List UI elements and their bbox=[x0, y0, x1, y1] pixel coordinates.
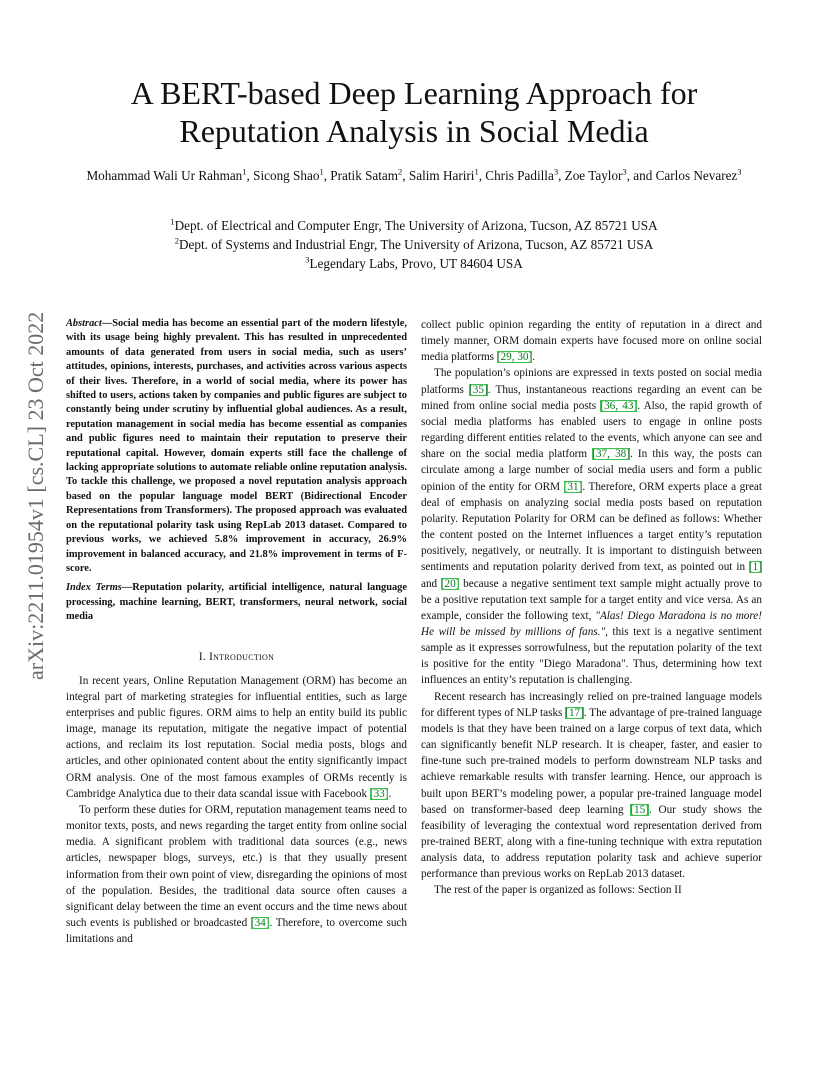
abstract-text: —Social media has become an essential part of the modern lifestyle, with its usage being highly prevalent. This has resulted in unprecedented amounts of data generated from users in social media, such as users’ attitudes, opinions, interests, purchases, and activities across various aspects of their lives. Therefore, in a world of social media, where its power has shifted to users, actions taken by companies and public figures are subject to constantly being under scrutiny by influential global audiences. As a result, reputation management in social media has become essential as companies and public figures need to maintain their reputation to preserve their reputational capital. However, domain experts still face the challenge of lacking appropriate solutions to automate reliable online reputation analysis. To tackle this challenge, we proposed a novel reputation analysis approach based on the popular language model BERT (Bidirectional Encoder Representations from Transformers). The proposed approach was evaluated on the reputational polarity task using RepLab 2013 dataset. Compared to previous works, we achieved 5.8% improvement in accuracy, 26.9% improvement in balanced accuracy, and 21.8% improvement in terms of F-score. bbox=[66, 318, 407, 574]
citation-link[interactable]: [31] bbox=[563, 480, 583, 493]
index-terms bbox=[66, 581, 407, 624]
paragraph-text: collect public opinion regarding the entity of reputation in a direct and timely manner, ORM domain experts have focused more on online social media platforms bbox=[421, 319, 762, 364]
affiliation-list bbox=[70, 216, 758, 273]
citation-link[interactable]: [15] bbox=[630, 803, 649, 816]
author-affiliation-mark: 1 bbox=[474, 166, 479, 177]
body-paragraph-continued bbox=[421, 317, 762, 365]
section-heading bbox=[66, 649, 407, 665]
paragraph-text: . The advantage of pre-trained language models is that they have been trained on a large corpus of text data, which can significantly benefit NLP research. It is cheaper, faster, and easier to fine-tune such pre-trained models to perform downstream NLP tasks and achieve remarkable results with transfer learning. Hence, our approach is built upon BERT’s modeling power, a popular pre-trained language model based on transformer-based deep learning bbox=[421, 706, 762, 816]
paragraph-text: . Therefore, ORM experts place a great deal of emphasis on analyzing social media posts based on reputation polarity. Reputation Polarity for ORM can be defined as follows: Whether the content posted on the Internet influences a target entity’s reputation positively, negatively, or neutrally. It is important to distinguish between sentiments and reputation polarity derived from text, as pointed out in bbox=[421, 480, 762, 574]
paragraph-text: this text is a negative sentiment sample as it expresses sorrowfulness, but the reputation polarity of the text is positive for the entity "Diego Maradona". Thus, determining how text influences an entity’s reputation is challenging. bbox=[421, 625, 762, 687]
author-list bbox=[70, 167, 758, 185]
citation-link[interactable]: [20] bbox=[440, 577, 460, 590]
paragraph-text: The population’s opinions are expressed in texts posted on social media platforms bbox=[421, 367, 762, 396]
affiliation-number: 2 bbox=[174, 235, 179, 246]
body-paragraph bbox=[421, 689, 762, 883]
affiliation-number: 1 bbox=[170, 216, 175, 227]
quoted-example: "Alas! Diego Maradona is no more! He will be missed by millions of fans.", bbox=[421, 609, 762, 638]
citation-link[interactable]: [29, 30] bbox=[496, 351, 533, 364]
paragraph-text: In recent years, Online Reputation Management (ORM) has become an integral part of marketing strategies for influential entities, such as large enterprises and public figures. ORM aims to help an entity build its public image, manage its reputation, mitigate the negative impact of potential actions, and reclaim its lost reputation. Social media posts, blogs and articles, and other opinionated content about the entity significantly impact ORM analysis. One of the most famous examples of ORMs recently is Cambridge Analytica due to their data scandal issue with Facebook bbox=[66, 674, 407, 800]
affiliation-text: Dept. of Electrical and Computer Engr, The University of Arizona, Tucson, AZ 85721 USA bbox=[174, 218, 658, 233]
author-separator: , bbox=[323, 168, 331, 183]
left-column bbox=[66, 317, 407, 947]
paragraph-text: Recent research has increasingly relied on pre-trained language models for different types of NLP tasks bbox=[421, 690, 762, 719]
author-separator: , bbox=[478, 168, 486, 183]
paragraph-text: and bbox=[421, 577, 441, 590]
paragraph-text: . bbox=[532, 351, 536, 364]
author-name: Sicong Shao bbox=[253, 168, 320, 183]
author-name: Carlos Nevarez bbox=[655, 168, 738, 183]
citation-link[interactable]: [33] bbox=[369, 787, 389, 800]
affiliation-number: 3 bbox=[305, 254, 310, 265]
author-affiliation-mark: 1 bbox=[319, 166, 324, 177]
section-number: I. bbox=[198, 650, 210, 663]
affiliation bbox=[70, 235, 758, 254]
citation-link[interactable]: [17] bbox=[565, 706, 584, 719]
paragraph-text: . Also, the rapid growth of social media platforms has enabled users to engage in online posts regarding different entities related to the events, which anyone can see and share on the social media platform bbox=[421, 399, 763, 461]
author-name: Salim Hariri bbox=[408, 168, 475, 183]
author-affiliation-mark: 1 bbox=[242, 166, 247, 177]
author-name: Pratik Satam bbox=[330, 168, 399, 183]
author-separator: , bbox=[558, 168, 565, 183]
citation-link[interactable]: [1] bbox=[748, 561, 762, 574]
paragraph-text: . Thus, instantaneous reactions regarding an event can be mined from online social media posts bbox=[421, 383, 762, 412]
author-affiliation-mark: 2 bbox=[398, 166, 403, 177]
citation-link[interactable]: [35] bbox=[469, 383, 488, 396]
body-paragraph bbox=[421, 882, 762, 898]
author-name: Zoe Taylor bbox=[564, 168, 623, 183]
citation-link[interactable]: [37, 38] bbox=[592, 448, 630, 461]
index-terms-text: —Reputation polarity, artificial intelligence, natural language processing, machine learning, BERT, transformers, neural network, social media bbox=[66, 582, 407, 623]
paragraph-text: The rest of the paper is organized as follows: Section II bbox=[434, 884, 682, 897]
affiliation bbox=[70, 216, 758, 235]
paragraph-text: because a negative sentiment text sample might actually prove to be a positive reputation text sample for a target entity and vice versa. As an example, consider the following text, bbox=[421, 577, 763, 622]
author-affiliation-mark: 3 bbox=[737, 166, 742, 177]
author-separator: , and bbox=[626, 168, 656, 183]
author-affiliation-mark: 3 bbox=[553, 166, 559, 177]
paper-title: A BERT-based Deep Learning Approach for Reputation Analysis in Social Media bbox=[130, 75, 698, 149]
right-column bbox=[421, 317, 762, 899]
affiliation-text: Legendary Labs, Provo, UT 84604 USA bbox=[309, 256, 523, 271]
body-paragraph bbox=[66, 802, 407, 947]
citation-link[interactable]: [36, 43] bbox=[600, 399, 638, 412]
author-name: Chris Padilla bbox=[485, 168, 554, 183]
paragraph-text: . Therefore, to overcome such limitations and bbox=[66, 917, 407, 946]
arxiv-identifier-text: arXiv:2211.01954v1 [cs.CL] 23 Oct 2022 bbox=[23, 311, 48, 680]
author-affiliation-mark: 3 bbox=[622, 166, 627, 177]
arxiv-identifier bbox=[18, 290, 54, 680]
body-paragraph bbox=[421, 365, 762, 688]
affiliation-text: Dept. of Systems and Industrial Engr, The University of Arizona, Tucson, AZ 85721 USA bbox=[178, 237, 654, 252]
paragraph-text: . Our study shows the feasibility of leveraging the contextual word representation derived from pre-trained BERT, along with a fine-tuning technique with extra reputation analysis data, to address reputation polarity task and achieve superior performance than previous works on RepLab 2013 dataset. bbox=[421, 803, 762, 881]
affiliation bbox=[70, 254, 758, 273]
author-separator: , bbox=[246, 168, 254, 183]
citation-link[interactable]: [34] bbox=[250, 917, 270, 930]
abstract bbox=[66, 317, 407, 576]
paragraph-text: . bbox=[388, 787, 392, 800]
paragraph-text: To perform these duties for ORM, reputation management teams need to monitor texts, posts, and news regarding the target entity from online social media. A significant problem with traditional data sources (e.g., news articles, newspaper blogs, surveys, etc.) is that they usually present information from their own point of view, disregarding the opinions of most of the population. Besides, the traditional data source often causes a significant delay between the time an event occurs and the time news about such events is published or broadcasted bbox=[66, 803, 407, 930]
body-paragraph bbox=[66, 673, 407, 802]
abstract-label: Abstract bbox=[66, 318, 102, 329]
paragraph-text: . In this way, the posts can circulate among a large number of social media users and form a public opinion of the entity for ORM bbox=[421, 448, 762, 493]
index-terms-label: Index Terms bbox=[66, 582, 122, 594]
author-name: Mohammad Wali Ur Rahman bbox=[86, 168, 243, 183]
section-title: Introduction bbox=[209, 650, 275, 663]
author-separator: , bbox=[402, 168, 409, 183]
